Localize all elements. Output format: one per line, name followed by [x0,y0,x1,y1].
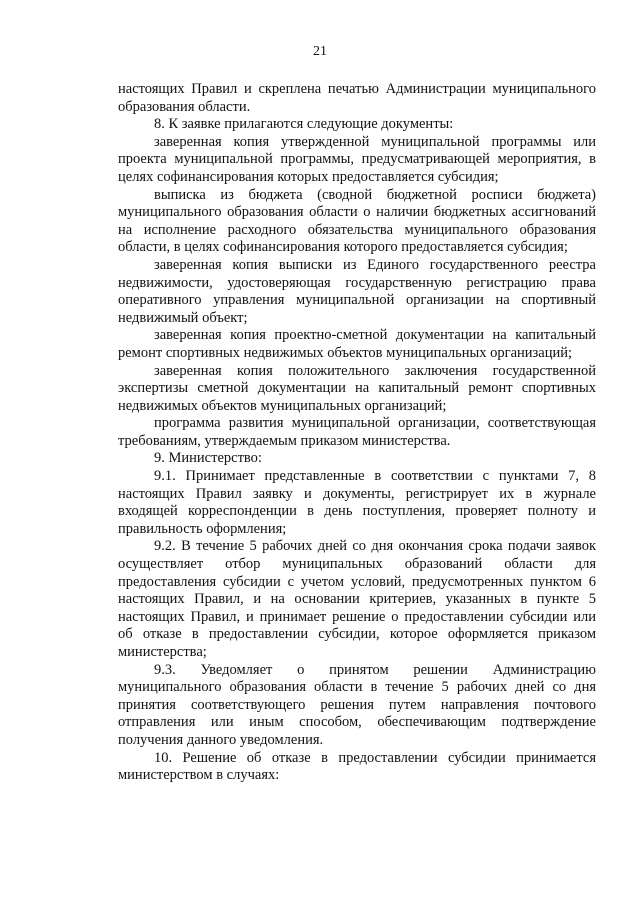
paragraph-item-9-3: 9.3. Уведомляет о принятом решении Администрацию муниципального образования области в течение 5 рабочих дней со дня принятия соответствующего решения путем направления почтового отправления или иным способом, обеспечивающим подтверждение получения данного уведомления. [118,661,596,748]
paragraph-development-program: программа развития муниципальной организации, соответствующая требованиям, утверждаемым приказом министерства. [118,415,596,449]
paragraph-item-10: 10. Решение об отказе в предоставлении субсидии принимается министерством в случаях: [118,749,596,784]
paragraph-design-documentation: заверенная копия проектно-сметной документации на капитальный ремонт спортивных недвижимых объектов муниципальных организаций; [118,327,596,361]
paragraph-registry-extract: заверенная копия выписки из Единого государственного реестра недвижимости, удостоверяющая государственную регистрацию права оперативного управления муниципальной организации на спортивный недвижимый объект; [118,256,596,326]
paragraph-item-8: 8. К заявке прилагаются следующие документы: [154,116,454,133]
paragraph-program-copy: заверенная копия утвержденной муниципальной программы или проекта муниципальной программы, предусматривающей мероприятия, в целях софинансирования которых предоставляется субсидия; [118,133,596,185]
paragraph-item-9-1: 9.1. Принимает представленные в соответствии с пунктами 7, 8 настоящих Правил заявку и документы, регистрирует их в журнале входящей корреспонденции в день поступления, проверяет полноту и правильность оформления; [118,468,596,537]
paragraph-item-9-2: 9.2. В течение 5 рабочих дней со дня окончания срока подачи заявок осуществляет отбор муниципальных образований области для предоставления субсидии с учетом условий, предусмотренных пунктом 6 настоящих Правил, и на основании критериев, указанных в пункте 5 настоящих Правил, и принимает решение о предоставлении субсидии или об отказе в предоставлении субсидии, которое оформляется приказом министерства; [118,538,596,660]
paragraph-item-9: 9. Министерство: [154,450,262,467]
paragraph-expertise-conclusion: заверенная копия положительного заключения государственной экспертизы сметной документации на капитальный ремонт спортивных недвижимых объектов муниципальных организаций; [118,362,596,414]
paragraph-continuation: настоящих Правил и скреплена печатью Администрации муниципального образования области. [118,81,596,115]
document-body [118,81,596,785]
page-number: 21 [313,44,327,59]
paragraph-budget-extract: выписка из бюджета (сводной бюджетной росписи бюджета) муниципального образования области о наличии бюджетных ассигнований на исполнение расходного обязательства муниципального образования области, в целях софинансирования которого предоставляется субсидия; [118,186,596,256]
